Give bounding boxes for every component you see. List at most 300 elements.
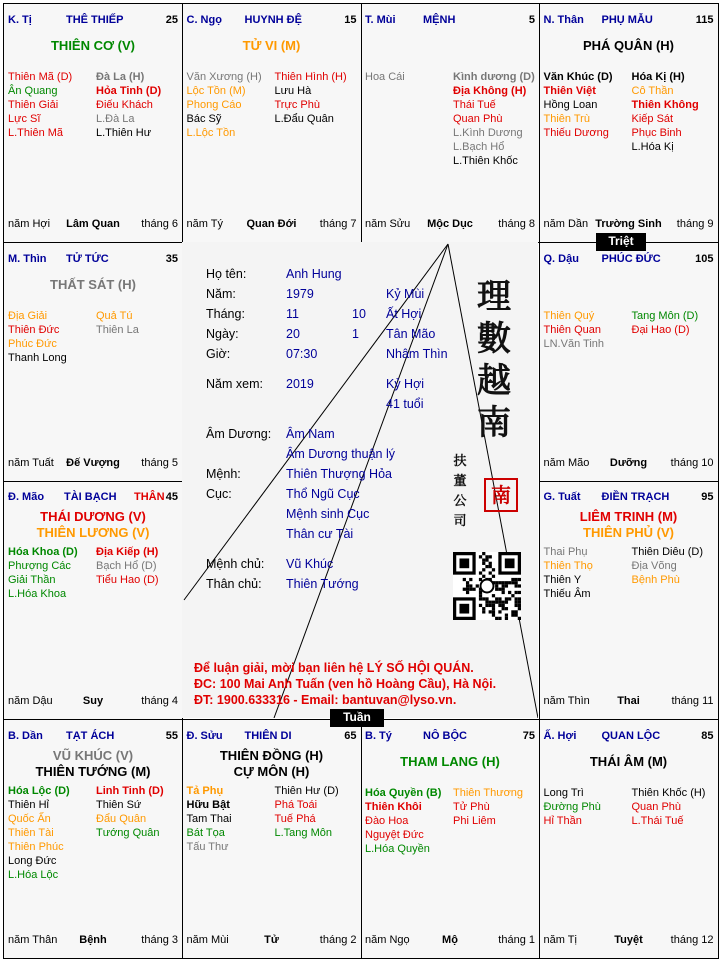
palace-header (544, 491, 714, 505)
minor-star: Kiếp Sát (631, 113, 674, 125)
palace-age: 65 (344, 729, 357, 742)
minor-star: Hóa Kị (H) (631, 71, 685, 83)
palace-name: MỆNH (423, 14, 456, 26)
palace-name: PHÚC ĐỨC (601, 252, 661, 265)
minor-star: L.Thiên Khốc (453, 155, 518, 167)
calligraphy-title (472, 276, 516, 444)
palace-year: năm Tý (186, 218, 223, 230)
minor-star: Thiếu Âm (543, 588, 591, 600)
palace-name: NÔ BỘC (423, 729, 467, 742)
truong-sinh-stage: Bệnh (79, 933, 107, 946)
minor-star: Hỉ Thần (543, 814, 582, 827)
palace-year: năm Thìn (543, 695, 590, 707)
palace-cell-suu (182, 719, 362, 959)
minor-star: L.Bạch Hổ (453, 141, 505, 153)
minor-stars-left (8, 70, 72, 140)
palace-name: TỬ TỨC (66, 252, 109, 265)
minor-star: L.Thái Tuế (631, 814, 684, 827)
truong-sinh-stage: Tử (264, 933, 279, 946)
year-value: 1979 (286, 287, 314, 301)
minor-star: Điếu Khách (96, 99, 153, 111)
minor-star: Địa Kiếp (H) (96, 546, 159, 558)
truong-sinh-stage: Dưỡng (609, 456, 648, 469)
palace-header (544, 14, 714, 28)
minor-star: Quả Tú (96, 309, 133, 322)
palace-cell-dan (3, 719, 183, 959)
palace-month: tháng 6 (141, 218, 178, 230)
minor-star: Lưu Hà (274, 85, 312, 97)
minor-star: Phục Binh (631, 127, 682, 139)
minor-star: Thái Tuế (453, 99, 496, 111)
palace-footer (8, 695, 178, 709)
palace-year: năm Tuất (8, 456, 54, 469)
month-canchi: Ất Hợi (386, 307, 422, 321)
year-label: Năm: (206, 287, 236, 301)
hour-label: Giờ: (206, 347, 231, 361)
truong-sinh-stage: Thai (617, 695, 640, 707)
minor-star: Thiên Việt (543, 85, 596, 97)
minor-star: Đào Hoa (365, 814, 409, 827)
view-year-value: 2019 (286, 377, 314, 391)
palace-month: tháng 9 (676, 218, 714, 230)
minor-star: L.Đà La (96, 113, 135, 125)
minor-star: Phá Toái (274, 798, 318, 811)
day-lunar: 1 (352, 327, 359, 341)
minor-star: Hóa Khoa (D) (8, 546, 78, 558)
minor-star: Long Trì (543, 786, 584, 799)
truong-sinh-stage: Suy (82, 695, 104, 707)
minor-star: Địa Không (H) (453, 85, 527, 97)
truong-sinh-stage: Quan Đới (246, 218, 297, 230)
minor-star: Thiên La (96, 323, 139, 336)
cuc-value: Thổ Ngũ Cục (286, 487, 360, 501)
minor-stars-left (8, 784, 70, 882)
minor-stars-right (453, 70, 535, 168)
palace-header (544, 730, 714, 744)
minor-star: Địa Võng (631, 560, 677, 572)
palace-name: ĐIỀN TRẠCH (601, 491, 670, 503)
minor-star: Tang Môn (D) (631, 309, 699, 322)
palace-header (544, 253, 714, 267)
horoscope-chart (3, 3, 717, 957)
palace-month: tháng 2 (319, 933, 357, 946)
minor-star: Thiên Sứ (96, 798, 142, 811)
month-lunar: 10 (352, 307, 366, 321)
minor-star: Tấu Thư (186, 840, 229, 853)
palace-cell-dau (539, 242, 719, 482)
main-star: THAM LANG (H) (400, 753, 500, 769)
minor-star: Đà La (H) (96, 71, 145, 83)
main-stars (183, 38, 361, 54)
minor-star: L.Thiên Mã (8, 127, 64, 139)
palace-age: 45 (165, 491, 178, 503)
palace-name: THIÊN DI (244, 729, 292, 742)
main-stars (540, 38, 718, 54)
view-year-canchi: Kỷ Hợi (386, 377, 425, 391)
minor-star: Kình dương (D) (453, 71, 535, 83)
minor-stars-right (96, 545, 159, 587)
palace-month: tháng 10 (670, 456, 714, 469)
calligraphy-char: 理 (477, 277, 511, 317)
calligraphy-char: 數 (477, 319, 511, 359)
palace-age: 75 (522, 729, 535, 742)
main-star: CỰ MÔN (H) (233, 763, 310, 779)
qr-code-icon[interactable] (453, 552, 521, 620)
year-canchi: Kỷ Mùi (386, 287, 425, 301)
truong-sinh-stage: Tuyệt (614, 933, 643, 946)
palace-cell-tuat (539, 480, 719, 720)
contact-info (194, 660, 496, 708)
menhchu-value: Vũ Khúc (286, 557, 334, 571)
minor-star: Thiên Thương (453, 786, 524, 799)
main-star: PHÁ QUÂN (H) (583, 38, 674, 53)
minor-star: Đẩu Quân (96, 812, 147, 825)
main-star: LIÊM TRINH (M) (579, 509, 678, 524)
contact-line-2: ĐC: 100 Mai Anh Tuấn (ven hồ Hoàng Cầu), Hà Nội. (194, 677, 497, 691)
minor-stars-left (365, 786, 441, 856)
minor-star: LN.Văn Tinh (543, 337, 605, 350)
menhchu-label: Mệnh chủ: (206, 557, 265, 571)
main-stars (4, 748, 182, 780)
minor-stars-right (96, 70, 161, 140)
minor-stars-left (187, 784, 232, 854)
palace-year: năm Dần (543, 218, 589, 230)
minor-star: Giải Thần (8, 574, 56, 586)
palace-footer (544, 695, 714, 709)
palace-footer (544, 457, 714, 471)
palace-footer (187, 934, 357, 948)
palace-branch: Ấ. Hợi (543, 729, 577, 742)
minor-stars-right (96, 784, 164, 840)
palace-footer (8, 934, 178, 948)
view-year-label: Năm xem: (206, 377, 263, 391)
minor-star: L.Tang Môn (274, 826, 332, 839)
palace-footer (8, 218, 178, 232)
calligraphy-char: 公 (453, 494, 467, 509)
minor-star: L.Hóa Quyền (365, 842, 430, 855)
minor-star: L.Hóa Kị (631, 141, 674, 153)
palace-name: THÊ THIẾP (66, 14, 124, 26)
palace-age: 35 (165, 252, 178, 265)
triet-badge: Triệt (596, 233, 646, 251)
palace-month: tháng 1 (498, 933, 535, 946)
palace-cell-mui (360, 3, 540, 243)
main-stars (4, 277, 182, 293)
palace-branch: Q. Dậu (543, 252, 579, 265)
minor-stars-left (365, 70, 405, 84)
red-seal: 南 (484, 478, 518, 512)
main-star: THIÊN LƯƠNG (V) (36, 525, 150, 540)
minor-star: Văn Khúc (D) (543, 71, 613, 83)
contact-line-1: Để luận giải, mời bạn liên hệ LÝ SỐ HỘI QUÁN. (194, 661, 474, 675)
palace-footer (365, 218, 535, 232)
minor-star: Tả Phụ (186, 784, 224, 797)
minor-star: Cô Thần (631, 85, 674, 97)
palace-footer (544, 218, 714, 232)
minor-star: Thiên Diêu (D) (631, 546, 704, 558)
minor-stars-right (275, 70, 347, 126)
minor-star: Địa Giải (8, 309, 48, 322)
palace-age: 55 (165, 729, 178, 742)
amduong-value: Âm Nam (286, 427, 335, 441)
amduong-note: Âm Dương thuận lý (286, 447, 395, 461)
menh-value: Thiên Thượng Hỏa (286, 467, 392, 481)
calligraphy-char: 越 (477, 361, 511, 401)
palace-age: 85 (701, 729, 714, 742)
minor-star: Đại Hao (D) (631, 323, 690, 336)
palace-cell-hoi (539, 719, 719, 959)
minor-star: Lộc Tồn (M) (186, 85, 246, 97)
month-value: 11 (286, 307, 299, 321)
minor-stars-left (544, 309, 605, 351)
hour-canchi: Nhâm Thìn (386, 347, 448, 361)
palace-month: tháng 11 (671, 695, 714, 707)
palace-month: tháng 8 (498, 218, 535, 230)
calligraphy-char: 司 (453, 514, 467, 529)
month-label: Tháng: (206, 307, 245, 321)
minor-star: Hữu Bật (186, 798, 230, 811)
palace-year: năm Mão (543, 456, 590, 469)
minor-star: Tử Phù (453, 800, 490, 813)
minor-star: Thiên Y (543, 574, 582, 586)
minor-star: Trực Phù (274, 99, 320, 111)
palace-year: năm Ngọ (365, 933, 410, 946)
palace-name: TÀI BẠCH (64, 491, 117, 503)
truong-sinh-stage: Lâm Quan (66, 218, 120, 230)
truong-sinh-stage: Đế Vượng (66, 456, 120, 469)
minor-stars-right (632, 309, 699, 337)
palace-header (187, 14, 357, 28)
minor-stars-left (8, 545, 78, 601)
palace-branch: K. Tị (8, 14, 32, 26)
center-info-panel (182, 242, 538, 718)
minor-stars-right (96, 309, 139, 337)
amduong-label: Âm Dương: (206, 427, 272, 441)
minor-star: L.Kình Dương (453, 127, 523, 139)
minor-stars-right (632, 70, 699, 154)
minor-stars-right (632, 786, 706, 828)
palace-month: tháng 3 (141, 933, 178, 946)
palace-header (365, 730, 535, 744)
palace-month: tháng 5 (141, 456, 178, 469)
minor-star: Quốc Ấn (8, 812, 51, 825)
truong-sinh-stage: Trường Sinh (595, 218, 662, 230)
minor-star: Bệnh Phù (631, 574, 680, 586)
palace-name: HUYNH ĐỆ (244, 14, 302, 26)
minor-star: Thiên Không (631, 99, 699, 111)
palace-footer (544, 934, 714, 948)
main-stars (361, 754, 539, 770)
palace-header (8, 730, 178, 744)
palace-age: 95 (701, 491, 714, 503)
minor-star: L.Hóa Lộc (8, 868, 59, 881)
calligraphy-char: 董 (453, 474, 467, 489)
minor-stars-left (544, 786, 601, 828)
palace-age: 5 (528, 14, 535, 26)
palace-year: năm Thân (8, 933, 58, 946)
main-stars (183, 748, 361, 780)
minor-stars-left (187, 70, 262, 140)
main-star: THẤT SÁT (H) (50, 276, 136, 292)
minor-star: Quan Phù (453, 113, 503, 125)
palace-year: năm Tị (543, 933, 577, 946)
palace-cell-ngo (182, 3, 362, 243)
minor-star: Văn Xương (H) (186, 71, 262, 83)
minor-star: Thiên Phúc (8, 840, 64, 853)
minor-star: Hoa Cái (365, 71, 405, 83)
cuc-label: Cục: (206, 487, 232, 501)
minor-star: Tiểu Hao (D) (96, 574, 159, 586)
minor-star: Hóa Lộc (D) (8, 784, 70, 797)
minor-star: Ân Quang (8, 85, 58, 97)
palace-cell-ti (3, 3, 183, 243)
palace-month: tháng 4 (141, 695, 178, 707)
palace-header (365, 14, 535, 28)
minor-star: Tướng Quân (96, 826, 160, 839)
minor-star: Thiên Hỉ (8, 798, 49, 811)
truong-sinh-stage: Mộ (442, 933, 458, 946)
minor-star: Thiên Hư (D) (274, 784, 339, 797)
minor-star: Thiên Đức (8, 323, 60, 336)
minor-stars-left (544, 545, 593, 601)
main-star: THIÊN TƯỚNG (M) (35, 763, 151, 779)
minor-star: Phượng Các (8, 560, 71, 572)
palace-branch: B. Tý (365, 729, 392, 742)
name-value: Anh Hung (286, 267, 342, 281)
minor-star: Thiên Khốc (H) (631, 786, 706, 799)
minor-star: Bác Sỹ (186, 113, 222, 125)
minor-stars-right (632, 545, 704, 587)
name-label: Họ tên: (206, 267, 247, 281)
calligraphy-char: 南 (477, 403, 511, 443)
minor-star: Đường Phù (543, 800, 601, 813)
main-star: THIÊN ĐỒNG (H) (219, 747, 324, 763)
minor-star: Nguyệt Đức (365, 828, 424, 841)
minor-star: Thiên Giải (8, 99, 59, 111)
palace-branch: Đ. Sửu (186, 729, 223, 742)
palace-name: TẠT ÁCH (66, 729, 115, 742)
minor-star: Phi Liêm (453, 814, 496, 827)
main-star: VŨ KHÚC (V) (52, 747, 134, 763)
minor-stars-left (8, 309, 67, 365)
minor-star: Thiên Tài (8, 826, 54, 839)
palace-age: 115 (695, 14, 714, 26)
main-star: THIÊN CƠ (V) (50, 38, 136, 53)
age-value: 41 tuổi (386, 397, 424, 411)
palace-branch: B. Dần (8, 729, 43, 742)
minor-stars-left (544, 70, 613, 140)
palace-age: 25 (165, 14, 178, 26)
cuc-relation: Mệnh sinh Cục (286, 507, 370, 521)
minor-star: Thiên Trù (543, 113, 590, 125)
minor-star: L.Lộc Tồn (186, 127, 236, 139)
minor-star: Tuế Phá (274, 812, 316, 825)
minor-star: Linh Tinh (D) (96, 784, 164, 797)
thanchu-value: Thiên Tướng (286, 577, 359, 591)
minor-star: Bạch Hổ (D) (96, 560, 157, 572)
minor-star: Thiên Mã (D) (8, 71, 73, 83)
minor-star: L.Thiên Hư (96, 127, 152, 139)
minor-star: Thai Phụ (543, 546, 588, 558)
palace-footer (187, 218, 357, 232)
minor-star: Bát Tọa (186, 826, 225, 839)
hour-value: 07:30 (286, 347, 318, 361)
minor-star: L.Đẩu Quân (274, 113, 334, 125)
minor-star: Hỏa Tinh (D) (96, 85, 162, 97)
minor-star: Tam Thai (186, 812, 232, 825)
minor-star: Thiên Khôi (365, 800, 422, 813)
palace-year: năm Dậu (8, 695, 53, 707)
than-position: Thân cư Tài (286, 527, 354, 541)
minor-star: Thiên Quan (543, 323, 601, 336)
calligraphy-subtitle (452, 452, 468, 532)
minor-star: Phong Cáo (186, 99, 242, 111)
day-canchi: Tân Mão (386, 327, 436, 341)
truong-sinh-stage: Mộc Dục (427, 218, 473, 230)
palace-branch: M. Thìn (8, 252, 47, 265)
palace-cell-thin (3, 242, 183, 482)
palace-cell-ty (360, 719, 540, 959)
palace-branch: C. Ngọ (186, 14, 222, 26)
day-label: Ngày: (206, 327, 239, 341)
palace-cell-mao (3, 480, 183, 720)
palace-header (187, 730, 357, 744)
palace-branch: Đ. Mão (8, 491, 45, 503)
palace-name: QUAN LỘC (601, 729, 661, 742)
palace-age: 15 (344, 14, 357, 26)
palace-year: năm Hợi (8, 218, 51, 230)
main-star: TỬ VI (M) (242, 38, 301, 53)
minor-star: Thiên Hình (H) (274, 71, 347, 83)
than-marker: THÂN (134, 491, 165, 503)
palace-name: PHỤ MẪU (601, 14, 653, 26)
contact-line-3: ĐT: 1900.633316 - Email: bantuvan@lyso.vn. (194, 693, 457, 707)
minor-stars-right (453, 786, 523, 828)
tuan-badge: Tuần (330, 709, 384, 727)
minor-star: L.Hóa Khoa (8, 588, 67, 600)
minor-star: Lực Sĩ (8, 113, 41, 125)
palace-cell-than (539, 3, 719, 243)
minor-star: Long Đức (8, 854, 57, 867)
minor-star: Thanh Long (8, 351, 67, 364)
palace-year: năm Sửu (365, 218, 411, 230)
minor-stars-right (275, 784, 339, 840)
main-stars (540, 754, 718, 770)
minor-star: Quan Phù (631, 800, 682, 813)
palace-footer (365, 934, 535, 948)
palace-footer (8, 457, 178, 471)
palace-header (8, 14, 178, 28)
palace-branch: G. Tuất (543, 491, 581, 503)
minor-star: Hồng Loan (543, 99, 598, 111)
minor-star: Thiếu Dương (543, 127, 609, 139)
palace-age: 105 (695, 252, 714, 265)
main-star: THIÊN PHỦ (V) (583, 525, 674, 540)
menh-label: Mệnh: (206, 467, 241, 481)
main-star: THÁI DƯƠNG (V) (40, 509, 146, 524)
minor-star: Hóa Quyền (B) (365, 786, 442, 799)
palace-header (8, 491, 178, 505)
palace-branch: T. Mùi (365, 14, 396, 26)
main-stars (4, 509, 182, 541)
palace-year: năm Mùi (186, 933, 229, 946)
calligraphy-char: 扶 (453, 454, 467, 469)
minor-star: Phúc Đức (8, 337, 57, 350)
day-value: 20 (286, 327, 300, 341)
minor-star: Thiên Quý (543, 309, 595, 322)
palace-month: tháng 12 (670, 933, 714, 946)
palace-header (8, 253, 178, 267)
